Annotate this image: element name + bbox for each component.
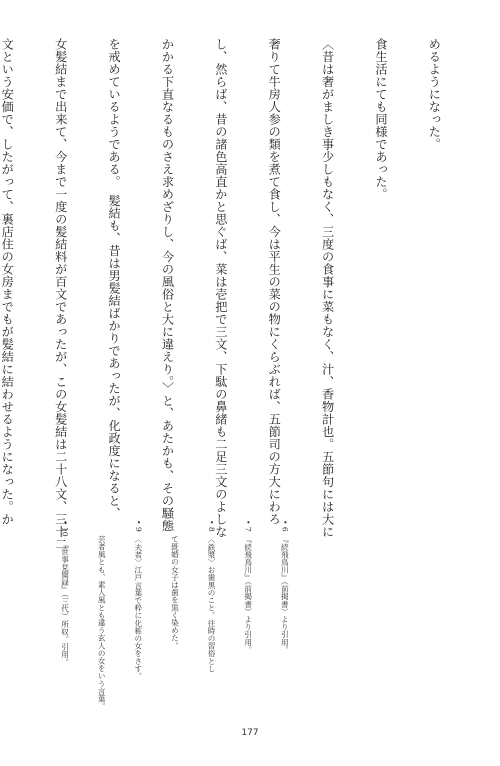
text-line: 女髪結まで出来て、今まで一度の髪結料が百文であったが、この女髪結は二十八文、三十二 [53, 38, 68, 551]
page-number: 177 [241, 728, 259, 738]
footnote-line: • 8 〈鉄漿〉お歯黒のこと。往時の習俗とし [207, 520, 217, 673]
text-line: し、然らば、昔の諸色高直かと思ぐば、菜は壱把で三文、下駄の鼻緒も二足三文のよしな [213, 38, 228, 538]
text-line: 奢りて牛房人参の類を煮て食し、今は平生の菜の物にくらぶれば、五節司の方大にわろ [267, 38, 282, 526]
text-line: 〈昔は奢がましき事少しもなく、三度の食事に菜もなく、汁、香物計也。五節句には大に [320, 38, 335, 538]
footnotes-block [34, 520, 315, 710]
footnote-line: 芸者風とも、素人風とも違う玄人の女をいう言葉。 [97, 520, 107, 710]
text-line: 文という安価で、したがって、裏店住の女房までもが髪結に結わせるようになった。か [0, 38, 15, 526]
text-line: かかる下直なるものさえ求めざりし、今の風俗と大に違えり。〉と、あたかも、その騒態 [160, 38, 175, 532]
footnote-line: • 7 『続飛鳥川』（前掲書）より引用。 [243, 520, 253, 654]
footnote-line: • 6 『続飛鳥川』（前掲書）より引用。 [280, 520, 290, 654]
footnote-line: て既婚の女子は歯を黒く染めた。 [170, 520, 180, 650]
text-line: めるようになった。 [427, 38, 442, 151]
text-line: 食生活にても同様であった。 [374, 38, 389, 201]
footnote-line: • 9 〈夫者〉江戸言葉で粋に化粧の女をさす。 [133, 520, 143, 680]
text-line: を戒めているようである。 髪結も、昔は男髪結ばかりであったが、化政度になると、 [107, 38, 122, 520]
footnote-line: • 10 『世事見聞録』（三代）所収。引用。 [60, 520, 70, 666]
